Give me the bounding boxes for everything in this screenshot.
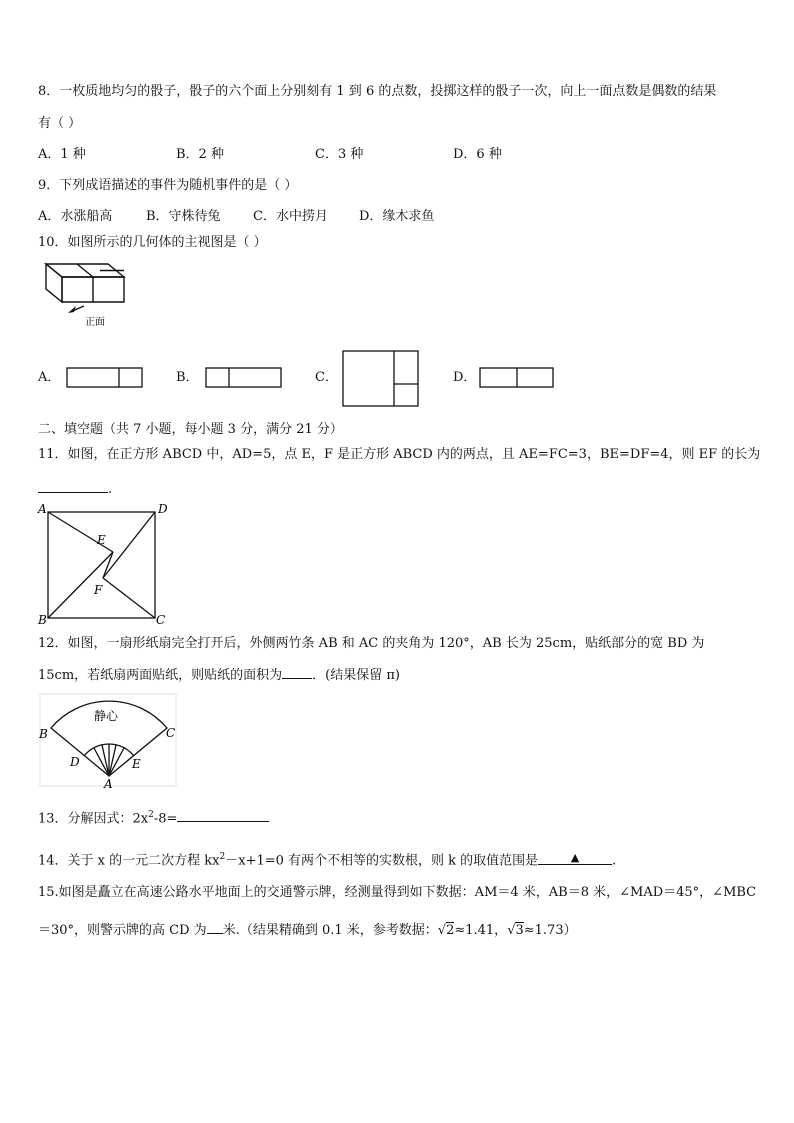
q8-option-a: A．1 种 — [38, 147, 86, 162]
q10-option-c: C． — [315, 370, 338, 385]
q11-label-e: E — [97, 533, 106, 547]
q10-option-b: B． — [176, 370, 199, 385]
q8-option-d: D．6 种 — [453, 147, 502, 162]
q10-stem: 10．如图所示的几何体的主视图是（ ） — [38, 235, 267, 250]
q12-answer-blank[interactable] — [282, 666, 312, 679]
q10-option-a: A． — [38, 370, 61, 385]
q11-label-f: F — [94, 583, 103, 597]
q12-label-a: A — [104, 777, 113, 791]
q10-option-c-figure — [342, 350, 420, 408]
q11-square-figure — [36, 500, 176, 626]
q12-label-c: C — [166, 726, 176, 740]
q11-answer-line: . — [38, 480, 112, 499]
q14-stem: 14．关于 x 的一元二次方程 $kx^2-x+1=0$ 有两个不相等的实数根，则 k 的取值范围是 ▲ . — [38, 851, 617, 869]
q11-label-b: B — [38, 613, 47, 627]
q9-option-c: C．水中捞月 — [253, 209, 328, 224]
q14-triangle-marker: ▲ — [570, 851, 580, 865]
q12-label-e: E — [132, 757, 141, 771]
q10-solid-figure — [40, 260, 140, 332]
q12-stem-line2: 15cm，若纸扇两面贴纸，则贴纸的面积为 ．(结果保留 π) — [38, 668, 400, 683]
q10-option-d: D． — [453, 370, 477, 385]
q10-option-a-figure — [66, 367, 144, 389]
q8-stem-line2: 有（ ） — [38, 116, 82, 131]
q12-fan-text: 静心 — [94, 709, 119, 723]
section2-heading: 二、填空题（共 7 小题，每小题 3 分，满分 21 分） — [38, 422, 343, 437]
sqrt-symbol: √ — [437, 923, 447, 938]
q13-stem: 13．分解因式：$2x^2-8=$ — [38, 806, 269, 828]
q12-label-d: D — [70, 755, 80, 769]
q9-option-a: A．水涨船高 — [38, 209, 113, 224]
q13-answer-blank[interactable] — [177, 809, 269, 822]
q11-label-c: C — [156, 613, 166, 627]
q8-option-b: B．2 种 — [176, 147, 224, 162]
q10-option-d-figure — [479, 367, 557, 389]
q9-stem: 9．下列成语描述的事件为随机事件的是（ ） — [38, 178, 298, 193]
q12-stem-line1: 12．如图，一扇形纸扇完全打开后，外侧两竹条 AB 和 AC 的夹角为 120°，AB 长为 25cm，贴纸部分的宽 BD 为 — [38, 636, 705, 651]
q12-fan-figure — [36, 688, 182, 790]
q9-option-d: D．缘木求鱼 — [359, 209, 435, 224]
q11-answer-blank[interactable] — [38, 480, 108, 493]
q8-stem-line1: 8．一枚质地均匀的骰子，骰子的六个面上分别刻有 1 到 6 的点数，投掷这样的骰子一次，向上一面点数是偶数的结果 — [38, 84, 717, 99]
q8-option-c: C．3 种 — [315, 147, 364, 162]
q10-option-b-figure — [205, 367, 283, 389]
q9-option-b: B．守株待兔 — [146, 209, 221, 224]
q15-stem-line2: ＝30°，则警示牌的高 CD 为 米.（结果精确到 0.1 米，参考数据：√2≈1.41，√3≈1.73） — [38, 923, 577, 938]
q11-label-a: A — [38, 502, 47, 516]
q15-stem-line1: 15.如图是矗立在高速公路水平地面上的交通警示牌，经测量得到如下数据：AM＝4 米，AB＝8 米，∠MAD＝45°，∠MBC — [38, 885, 757, 900]
q12-label-b: B — [39, 727, 48, 741]
q15-answer-blank[interactable] — [207, 921, 223, 934]
q14-answer-blank[interactable] — [538, 852, 612, 865]
q10-front-label: 正面 — [85, 317, 105, 328]
q11-stem: 11．如图，在正方形 ABCD 中，AD=5，点 E，F 是正方形 ABCD 内的两点，且 AE=FC=3，BE=DF=4，则 EF 的长为 — [38, 447, 761, 462]
q11-label-d: D — [158, 502, 168, 516]
sqrt-symbol: √ — [507, 923, 516, 938]
